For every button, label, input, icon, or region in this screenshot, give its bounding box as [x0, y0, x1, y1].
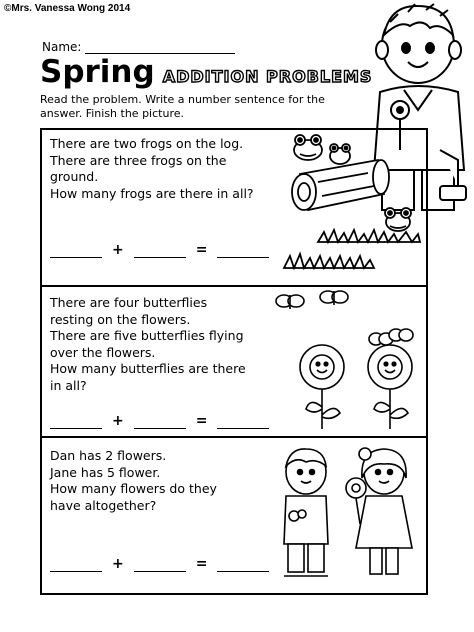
answer-blank-1[interactable]	[50, 414, 102, 429]
problem-line: There are five butterflies flying	[50, 328, 244, 343]
problem-line: How many butterflies are there	[50, 361, 246, 376]
butterflies-and-flowers-icon	[272, 289, 422, 435]
problem-line: in all?	[50, 377, 87, 393]
name-label: Name:	[42, 40, 82, 54]
instructions	[40, 93, 340, 121]
problem-3	[42, 436, 426, 595]
answer-blank-3[interactable]	[217, 243, 269, 258]
answer-blank-1[interactable]	[50, 557, 102, 572]
equals-sign: =	[195, 413, 208, 429]
grass-icon	[318, 230, 420, 242]
problem-line: Dan has 2 flowers.	[50, 448, 167, 463]
problem-line: How many frogs are there in all?	[50, 185, 254, 201]
page-title	[40, 54, 372, 90]
frog-icon	[330, 144, 350, 164]
plus-sign: +	[112, 556, 124, 572]
answer-blank-3[interactable]	[217, 414, 269, 429]
frogs-on-log-icon	[278, 130, 426, 280]
equals-sign: =	[195, 556, 208, 572]
name-line[interactable]	[85, 42, 235, 54]
answer-blank-1[interactable]	[50, 243, 102, 258]
frog-icon	[385, 208, 411, 231]
plus-sign: +	[112, 413, 124, 429]
copyright-text: ©Mrs. Vanessa Wong 2014	[4, 3, 131, 14]
boy-and-girl-icon	[272, 444, 422, 592]
problem-line: Jane has 5 flower.	[50, 464, 161, 480]
problem-3-equation	[50, 556, 269, 572]
problem-line: There are four butterflies	[50, 295, 208, 310]
smiling-flower-icon	[368, 345, 412, 429]
instructions-line-2: answer. Finish the picture.	[40, 107, 184, 120]
problem-3-text	[50, 448, 280, 514]
butterfly-icon	[276, 295, 304, 309]
problem-1	[42, 130, 426, 285]
problem-2-equation	[50, 413, 269, 429]
problem-2-text	[50, 295, 280, 394]
worksheet-box	[40, 128, 428, 595]
instructions-line-1: Read the problem. Write a number sentence for the	[40, 93, 325, 106]
answer-blank-2[interactable]	[134, 243, 186, 258]
answer-blank-2[interactable]	[134, 414, 186, 429]
answer-blank-2[interactable]	[134, 557, 186, 572]
butterfly-icon	[389, 329, 413, 341]
plus-sign: +	[112, 242, 124, 258]
problem-line: over the flowers.	[50, 344, 156, 360]
frog-icon	[294, 135, 322, 160]
boy-icon	[284, 449, 328, 576]
girl-icon	[346, 448, 412, 574]
equals-sign: =	[195, 242, 208, 258]
problem-line: There are three frogs on the	[50, 152, 227, 168]
problem-line: resting on the flowers.	[50, 311, 191, 327]
name-row	[42, 40, 235, 54]
butterfly-icon	[320, 291, 348, 305]
problem-line: have altogether?	[50, 497, 157, 513]
smiling-flower-icon	[300, 345, 344, 429]
problem-1-text	[50, 136, 280, 202]
problem-line: ground.	[50, 169, 99, 184]
problem-1-equation	[50, 242, 269, 258]
problem-line: How many flowers do they	[50, 481, 217, 496]
title-spring: Spring	[40, 54, 155, 90]
title-addition-problems: ADDITION PROBLEMS	[162, 67, 373, 86]
problem-2	[42, 285, 426, 438]
problem-line: There are two frogs on the log.	[50, 136, 244, 151]
grass-icon	[284, 254, 374, 268]
answer-blank-3[interactable]	[217, 557, 269, 572]
